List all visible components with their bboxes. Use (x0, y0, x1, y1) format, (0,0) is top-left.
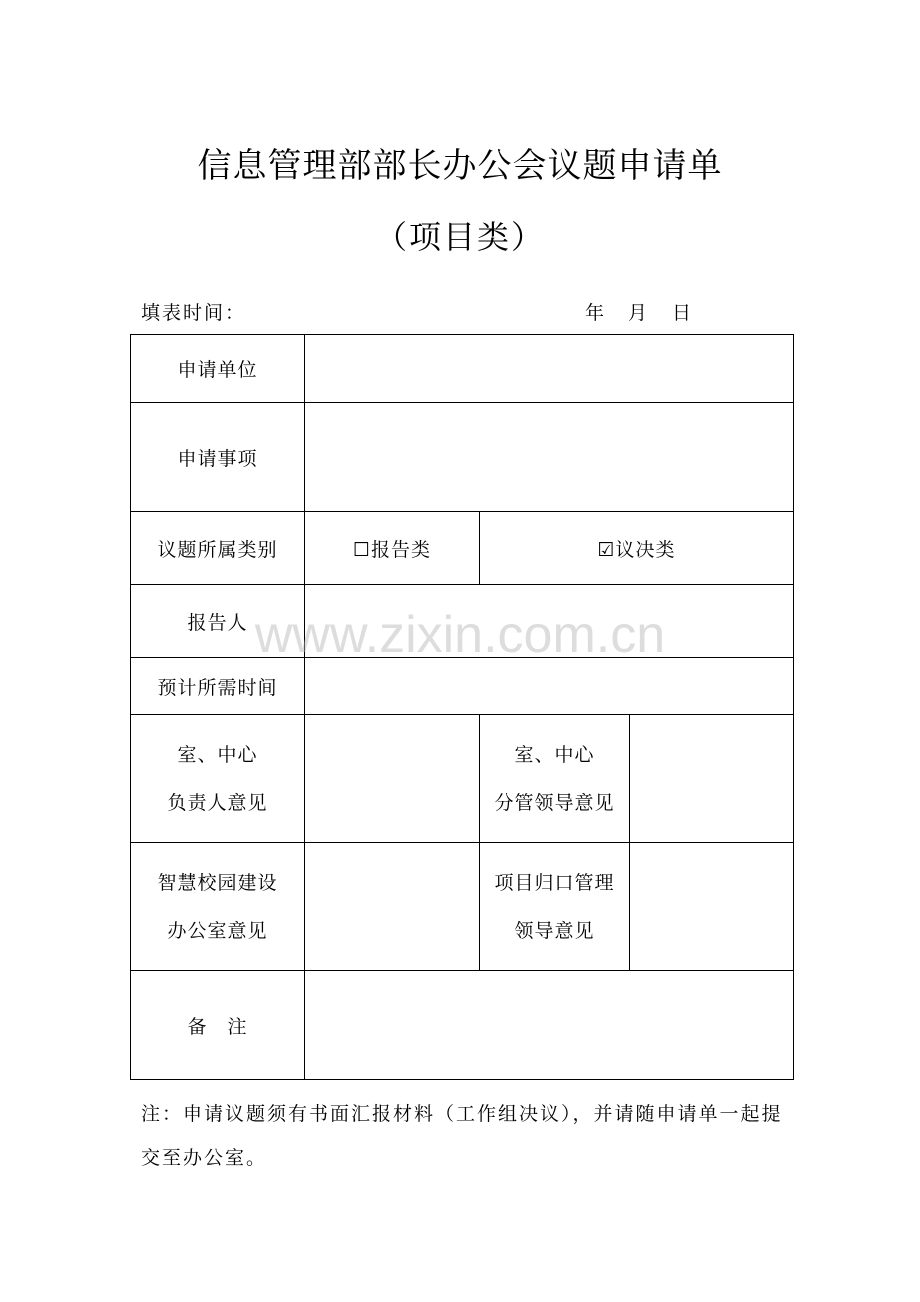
office-head-opinion-label (131, 715, 305, 843)
date-year-label: 年 (585, 302, 605, 324)
applicant-unit-field[interactable] (305, 335, 794, 403)
project-label-line1: 项目归口管理 (494, 871, 615, 894)
campus-office-opinion-field[interactable] (305, 843, 480, 971)
row-remarks (131, 971, 794, 1080)
document-subtitle: （项目类） (374, 218, 545, 256)
office-leader-label-line2: 分管领导意见 (494, 791, 615, 814)
application-item-field[interactable] (305, 403, 794, 512)
applicant-unit-label: 申请单位 (131, 335, 305, 403)
row-applicant-unit (131, 335, 794, 403)
watermark: www.zixin.com.cn (254, 606, 666, 664)
estimated-time-field[interactable] (305, 658, 794, 715)
office-leader-opinion-field[interactable] (630, 715, 794, 843)
application-item-label: 申请事项 (131, 403, 305, 512)
row-campus-project-opinions (131, 843, 794, 971)
date-month-label: 月 (628, 302, 648, 324)
unchecked-box-icon[interactable]: ☐ (352, 538, 372, 561)
footnote: 注：申请议题须有书面汇报材料（工作组决议），并请随申请单一起提交至办公室。 (141, 1103, 783, 1169)
row-reporter (131, 585, 794, 658)
reporter-field[interactable] (305, 585, 794, 658)
document-title: 信息管理部部长办公会议题申请单 (197, 146, 723, 186)
category-label: 议题所属类别 (131, 512, 305, 585)
campus-label-line1: 智慧校园建设 (157, 871, 278, 894)
campus-office-opinion-label (131, 843, 305, 971)
row-office-opinions (131, 715, 794, 843)
remarks-label: 备 注 (131, 971, 305, 1080)
application-form-table (130, 334, 794, 1080)
project-leader-opinion-field[interactable] (630, 843, 794, 971)
campus-label-line2: 办公室意见 (167, 919, 268, 942)
reporter-label: 报告人 (131, 585, 305, 658)
row-application-item (131, 403, 794, 512)
office-leader-opinion-label (480, 715, 630, 843)
estimated-time-label: 预计所需时间 (131, 658, 305, 715)
checked-box-icon[interactable]: ☑ (597, 538, 616, 561)
row-category (131, 512, 794, 585)
office-head-opinion-field[interactable] (305, 715, 480, 843)
remarks-field[interactable] (305, 971, 794, 1080)
category-decision-label: 议决类 (615, 538, 676, 561)
project-leader-opinion-label (480, 843, 630, 971)
fill-time-label: 填表时间： (141, 302, 247, 324)
office-head-label-line2: 负责人意见 (167, 791, 268, 814)
office-head-label-line1: 室、中心 (177, 743, 258, 766)
date-day-label: 日 (672, 302, 692, 324)
row-estimated-time (131, 658, 794, 715)
category-report-option[interactable] (305, 512, 480, 585)
category-report-label: 报告类 (371, 538, 432, 561)
category-decision-option[interactable] (480, 512, 794, 585)
office-leader-label-line1: 室、中心 (514, 743, 595, 766)
project-label-line2: 领导意见 (514, 919, 595, 942)
